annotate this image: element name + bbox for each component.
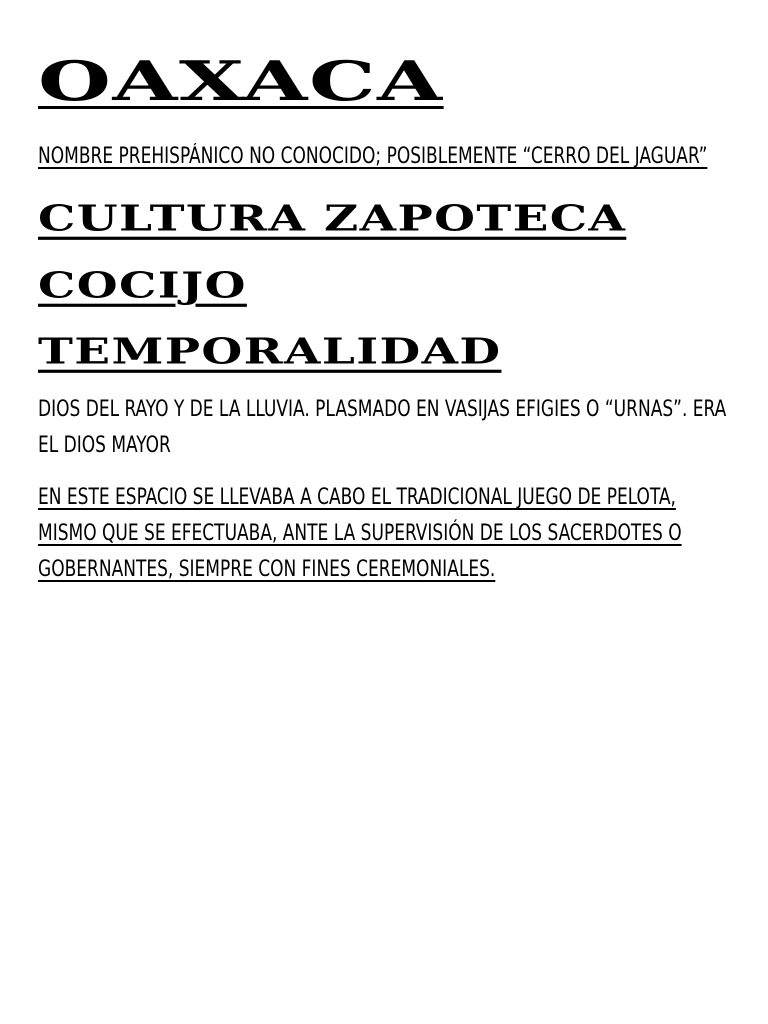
paragraph-dios: DIOS DEL RAYO Y DE LA LLUVIA. PLASMADO EN VASIJAS EFIGIES O “URNAS”. ERA EL DIOS MAYOR bbox=[38, 397, 727, 458]
section-heading-temporalidad: TEMPORALIDAD bbox=[38, 330, 502, 373]
document-page bbox=[38, 48, 738, 588]
section-heading-cultura: CULTURA ZAPOTECA bbox=[38, 197, 627, 240]
paragraph-juego-de-pelota: EN ESTE ESPACIO SE LLEVABA A CABO EL TRADICIONAL JUEGO DE PELOTA, MISMO QUE SE EFECTUABA, ANTE LA SUPERVISIÓN DE LOS SACERDOTES O GOBERNANTES, SIEMPRE CON FINES CEREMONIALES. bbox=[38, 485, 682, 582]
section-heading-cocijo: COCIJO bbox=[38, 264, 247, 307]
prehispanic-name-note: NOMBRE PREHISPÁNICO NO CONOCIDO; POSIBLEMENTE “CERRO DEL JAGUAR” bbox=[38, 144, 708, 169]
page-title: OAXACA bbox=[38, 49, 444, 113]
